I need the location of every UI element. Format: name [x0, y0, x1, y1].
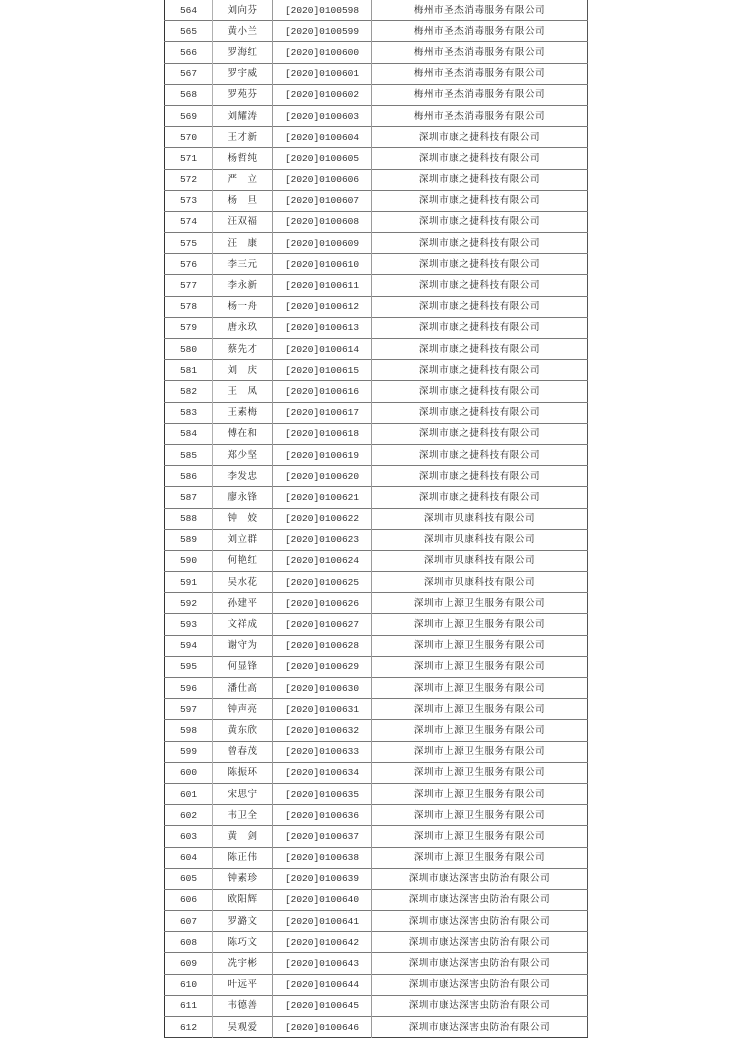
table-row: [165, 233, 588, 254]
row-number-cell: 579: [165, 317, 213, 338]
table-row: [165, 63, 588, 84]
person-name-cell: 黄小兰: [213, 21, 273, 42]
organization-name-cell: 深圳市康之捷科技有限公司: [372, 444, 588, 465]
person-name-cell: 韦卫全: [213, 805, 273, 826]
person-name-cell: 唐永玖: [213, 317, 273, 338]
person-name-cell: 黄 剑: [213, 826, 273, 847]
organization-name-cell: 深圳市康达深害虫防治有限公司: [372, 911, 588, 932]
table-row: [165, 911, 588, 932]
table-row: [165, 0, 588, 21]
row-number-cell: 595: [165, 656, 213, 677]
certificate-number-cell: [2020]0100632: [273, 720, 372, 741]
row-number-cell: 584: [165, 423, 213, 444]
person-name-cell: 刘耀涛: [213, 105, 273, 126]
person-name-cell: 李发忠: [213, 466, 273, 487]
row-number-cell: 607: [165, 911, 213, 932]
table-row: [165, 953, 588, 974]
organization-name-cell: 深圳市康之捷科技有限公司: [372, 381, 588, 402]
organization-name-cell: 梅州市圣杰消毒服务有限公司: [372, 84, 588, 105]
certificate-number-cell: [2020]0100628: [273, 635, 372, 656]
row-number-cell: 591: [165, 572, 213, 593]
table-row: [165, 423, 588, 444]
table-row: [165, 487, 588, 508]
table-row: [165, 381, 588, 402]
organization-name-cell: 深圳市上源卫生服务有限公司: [372, 593, 588, 614]
certificate-number-cell: [2020]0100633: [273, 741, 372, 762]
certificate-number-cell: [2020]0100602: [273, 84, 372, 105]
table-row: [165, 720, 588, 741]
organization-name-cell: 深圳市上源卫生服务有限公司: [372, 699, 588, 720]
person-name-cell: 王 凤: [213, 381, 273, 402]
organization-name-cell: 梅州市圣杰消毒服务有限公司: [372, 105, 588, 126]
person-name-cell: 罗苑芬: [213, 84, 273, 105]
certificate-number-cell: [2020]0100620: [273, 466, 372, 487]
organization-name-cell: 深圳市贝康科技有限公司: [372, 529, 588, 550]
certificate-number-cell: [2020]0100615: [273, 360, 372, 381]
person-name-cell: 傅在和: [213, 423, 273, 444]
person-name-cell: 钟素珍: [213, 868, 273, 889]
certificate-number-cell: [2020]0100635: [273, 783, 372, 804]
person-name-cell: 何显锋: [213, 656, 273, 677]
table-row: [165, 105, 588, 126]
row-number-cell: 609: [165, 953, 213, 974]
certificate-number-cell: [2020]0100605: [273, 148, 372, 169]
organization-name-cell: 深圳市康之捷科技有限公司: [372, 127, 588, 148]
person-name-cell: 杨一舟: [213, 296, 273, 317]
table-row: [165, 932, 588, 953]
organization-name-cell: 深圳市贝康科技有限公司: [372, 572, 588, 593]
organization-name-cell: 深圳市上源卫生服务有限公司: [372, 826, 588, 847]
person-name-cell: 宋思宁: [213, 783, 273, 804]
certificate-number-cell: [2020]0100625: [273, 572, 372, 593]
table-row: [165, 339, 588, 360]
row-number-cell: 567: [165, 63, 213, 84]
table-row: [165, 317, 588, 338]
row-number-cell: 599: [165, 741, 213, 762]
organization-name-cell: 深圳市康达深害虫防治有限公司: [372, 932, 588, 953]
row-number-cell: 610: [165, 974, 213, 995]
organization-name-cell: 深圳市康之捷科技有限公司: [372, 487, 588, 508]
organization-name-cell: 深圳市康之捷科技有限公司: [372, 423, 588, 444]
certificate-number-cell: [2020]0100618: [273, 423, 372, 444]
row-number-cell: 571: [165, 148, 213, 169]
organization-name-cell: 深圳市上源卫生服务有限公司: [372, 847, 588, 868]
certificate-number-cell: [2020]0100645: [273, 995, 372, 1016]
row-number-cell: 590: [165, 550, 213, 571]
table-row: [165, 42, 588, 63]
table-row: [165, 550, 588, 571]
row-number-cell: 580: [165, 339, 213, 360]
person-name-cell: 廖永锋: [213, 487, 273, 508]
certificate-number-cell: [2020]0100644: [273, 974, 372, 995]
person-name-cell: 吴观爱: [213, 1017, 273, 1038]
organization-name-cell: 深圳市康之捷科技有限公司: [372, 317, 588, 338]
row-number-cell: 603: [165, 826, 213, 847]
person-name-cell: 罗宇威: [213, 63, 273, 84]
row-number-cell: 564: [165, 0, 213, 21]
certificate-number-cell: [2020]0100646: [273, 1017, 372, 1038]
certificate-number-cell: [2020]0100598: [273, 0, 372, 21]
table-row: [165, 211, 588, 232]
table-row: [165, 741, 588, 762]
person-name-cell: 叶远平: [213, 974, 273, 995]
person-name-cell: 钟声亮: [213, 699, 273, 720]
organization-name-cell: 深圳市康达深害虫防治有限公司: [372, 889, 588, 910]
person-name-cell: 孙建平: [213, 593, 273, 614]
table-row: [165, 127, 588, 148]
organization-name-cell: 深圳市康之捷科技有限公司: [372, 296, 588, 317]
person-name-cell: 黄东欣: [213, 720, 273, 741]
certificate-number-cell: [2020]0100638: [273, 847, 372, 868]
table-row: [165, 635, 588, 656]
certificate-number-cell: [2020]0100603: [273, 105, 372, 126]
certificate-number-cell: [2020]0100617: [273, 402, 372, 423]
certificate-number-cell: [2020]0100639: [273, 868, 372, 889]
table-row: [165, 275, 588, 296]
table-row: [165, 656, 588, 677]
certificate-number-cell: [2020]0100631: [273, 699, 372, 720]
person-name-cell: 陈振环: [213, 762, 273, 783]
person-name-cell: 严 立: [213, 169, 273, 190]
certificate-number-cell: [2020]0100608: [273, 211, 372, 232]
person-name-cell: 刘 庆: [213, 360, 273, 381]
organization-name-cell: 深圳市上源卫生服务有限公司: [372, 656, 588, 677]
certificate-number-cell: [2020]0100616: [273, 381, 372, 402]
row-number-cell: 578: [165, 296, 213, 317]
table-row: [165, 572, 588, 593]
table-row: [165, 974, 588, 995]
person-name-cell: 汪 康: [213, 233, 273, 254]
organization-name-cell: 深圳市贝康科技有限公司: [372, 508, 588, 529]
table-row: [165, 169, 588, 190]
row-number-cell: 577: [165, 275, 213, 296]
roster-table-body: [165, 0, 588, 1038]
certificate-number-cell: [2020]0100640: [273, 889, 372, 910]
person-name-cell: 王才新: [213, 127, 273, 148]
organization-name-cell: 深圳市康之捷科技有限公司: [372, 275, 588, 296]
row-number-cell: 608: [165, 932, 213, 953]
table-row: [165, 762, 588, 783]
table-row: [165, 360, 588, 381]
table-row: [165, 529, 588, 550]
certificate-number-cell: [2020]0100604: [273, 127, 372, 148]
organization-name-cell: 深圳市康之捷科技有限公司: [372, 169, 588, 190]
table-row: [165, 826, 588, 847]
person-name-cell: 欧阳辉: [213, 889, 273, 910]
table-row: [165, 84, 588, 105]
organization-name-cell: 梅州市圣杰消毒服务有限公司: [372, 63, 588, 84]
table-row: [165, 190, 588, 211]
table-row: [165, 699, 588, 720]
certificate-number-cell: [2020]0100619: [273, 444, 372, 465]
row-number-cell: 565: [165, 21, 213, 42]
row-number-cell: 568: [165, 84, 213, 105]
person-name-cell: 刘向芬: [213, 0, 273, 21]
organization-name-cell: 深圳市康达深害虫防治有限公司: [372, 974, 588, 995]
certificate-number-cell: [2020]0100613: [273, 317, 372, 338]
person-name-cell: 冼宇彬: [213, 953, 273, 974]
row-number-cell: 585: [165, 444, 213, 465]
organization-name-cell: 深圳市康达深害虫防治有限公司: [372, 1017, 588, 1038]
table-row: [165, 444, 588, 465]
organization-name-cell: 深圳市康达深害虫防治有限公司: [372, 995, 588, 1016]
organization-name-cell: 深圳市上源卫生服务有限公司: [372, 783, 588, 804]
person-name-cell: 文祥成: [213, 614, 273, 635]
table-row: [165, 995, 588, 1016]
table-row: [165, 593, 588, 614]
organization-name-cell: 深圳市康之捷科技有限公司: [372, 339, 588, 360]
table-row: [165, 296, 588, 317]
person-name-cell: 罗海红: [213, 42, 273, 63]
organization-name-cell: 深圳市贝康科技有限公司: [372, 550, 588, 571]
person-name-cell: 汪双福: [213, 211, 273, 232]
person-name-cell: 刘立群: [213, 529, 273, 550]
row-number-cell: 593: [165, 614, 213, 635]
certificate-number-cell: [2020]0100630: [273, 678, 372, 699]
certificate-number-cell: [2020]0100611: [273, 275, 372, 296]
row-number-cell: 586: [165, 466, 213, 487]
row-number-cell: 611: [165, 995, 213, 1016]
person-name-cell: 杨哲纯: [213, 148, 273, 169]
person-name-cell: 陈正伟: [213, 847, 273, 868]
organization-name-cell: 深圳市康之捷科技有限公司: [372, 254, 588, 275]
person-name-cell: 陈巧文: [213, 932, 273, 953]
certificate-number-cell: [2020]0100626: [273, 593, 372, 614]
person-name-cell: 王素梅: [213, 402, 273, 423]
table-row: [165, 847, 588, 868]
person-name-cell: 蔡先才: [213, 339, 273, 360]
row-number-cell: 612: [165, 1017, 213, 1038]
organization-name-cell: 深圳市上源卫生服务有限公司: [372, 678, 588, 699]
row-number-cell: 572: [165, 169, 213, 190]
certificate-number-cell: [2020]0100636: [273, 805, 372, 826]
organization-name-cell: 梅州市圣杰消毒服务有限公司: [372, 21, 588, 42]
certificate-number-cell: [2020]0100622: [273, 508, 372, 529]
person-name-cell: 李三元: [213, 254, 273, 275]
certificate-number-cell: [2020]0100637: [273, 826, 372, 847]
person-name-cell: 曾春茂: [213, 741, 273, 762]
certificate-number-cell: [2020]0100606: [273, 169, 372, 190]
row-number-cell: 600: [165, 762, 213, 783]
person-name-cell: 韦德善: [213, 995, 273, 1016]
person-name-cell: 何艳红: [213, 550, 273, 571]
person-name-cell: 郑少坚: [213, 444, 273, 465]
organization-name-cell: 深圳市康之捷科技有限公司: [372, 211, 588, 232]
certificate-number-cell: [2020]0100623: [273, 529, 372, 550]
organization-name-cell: 深圳市上源卫生服务有限公司: [372, 720, 588, 741]
row-number-cell: 596: [165, 678, 213, 699]
person-name-cell: 钟 姣: [213, 508, 273, 529]
table-row: [165, 805, 588, 826]
table-row: [165, 889, 588, 910]
row-number-cell: 582: [165, 381, 213, 402]
row-number-cell: 606: [165, 889, 213, 910]
organization-name-cell: 深圳市上源卫生服务有限公司: [372, 635, 588, 656]
organization-name-cell: 深圳市康之捷科技有限公司: [372, 466, 588, 487]
table-row: [165, 678, 588, 699]
row-number-cell: 573: [165, 190, 213, 211]
row-number-cell: 566: [165, 42, 213, 63]
certificate-number-cell: [2020]0100614: [273, 339, 372, 360]
row-number-cell: 574: [165, 211, 213, 232]
organization-name-cell: 深圳市上源卫生服务有限公司: [372, 805, 588, 826]
row-number-cell: 597: [165, 699, 213, 720]
certificate-number-cell: [2020]0100600: [273, 42, 372, 63]
table-row: [165, 148, 588, 169]
organization-name-cell: 深圳市上源卫生服务有限公司: [372, 762, 588, 783]
table-row: [165, 868, 588, 889]
organization-name-cell: 梅州市圣杰消毒服务有限公司: [372, 0, 588, 21]
table-row: [165, 614, 588, 635]
table-row: [165, 508, 588, 529]
table-row: [165, 1017, 588, 1038]
organization-name-cell: 深圳市康达深害虫防治有限公司: [372, 953, 588, 974]
person-name-cell: 罗潞文: [213, 911, 273, 932]
organization-name-cell: 深圳市康达深害虫防治有限公司: [372, 868, 588, 889]
person-name-cell: 谢守为: [213, 635, 273, 656]
organization-name-cell: 深圳市上源卫生服务有限公司: [372, 614, 588, 635]
table-row: [165, 21, 588, 42]
row-number-cell: 601: [165, 783, 213, 804]
row-number-cell: 605: [165, 868, 213, 889]
table-row: [165, 466, 588, 487]
person-name-cell: 杨 旦: [213, 190, 273, 211]
certificate-number-cell: [2020]0100629: [273, 656, 372, 677]
row-number-cell: 575: [165, 233, 213, 254]
row-number-cell: 598: [165, 720, 213, 741]
row-number-cell: 570: [165, 127, 213, 148]
person-name-cell: 吴水花: [213, 572, 273, 593]
certificate-number-cell: [2020]0100621: [273, 487, 372, 508]
table-row: [165, 402, 588, 423]
certificate-number-cell: [2020]0100641: [273, 911, 372, 932]
row-number-cell: 581: [165, 360, 213, 381]
certificate-number-cell: [2020]0100609: [273, 233, 372, 254]
organization-name-cell: 深圳市康之捷科技有限公司: [372, 402, 588, 423]
organization-name-cell: 深圳市康之捷科技有限公司: [372, 360, 588, 381]
certificate-number-cell: [2020]0100601: [273, 63, 372, 84]
row-number-cell: 602: [165, 805, 213, 826]
certificate-number-cell: [2020]0100634: [273, 762, 372, 783]
row-number-cell: 594: [165, 635, 213, 656]
certificate-number-cell: [2020]0100627: [273, 614, 372, 635]
row-number-cell: 589: [165, 529, 213, 550]
organization-name-cell: 深圳市康之捷科技有限公司: [372, 233, 588, 254]
person-name-cell: 李永新: [213, 275, 273, 296]
table-row: [165, 783, 588, 804]
certificate-roster-table: [164, 0, 588, 1038]
person-name-cell: 潘仕高: [213, 678, 273, 699]
certificate-number-cell: [2020]0100643: [273, 953, 372, 974]
certificate-number-cell: [2020]0100612: [273, 296, 372, 317]
row-number-cell: 576: [165, 254, 213, 275]
row-number-cell: 587: [165, 487, 213, 508]
certificate-number-cell: [2020]0100642: [273, 932, 372, 953]
row-number-cell: 604: [165, 847, 213, 868]
table-row: [165, 254, 588, 275]
row-number-cell: 588: [165, 508, 213, 529]
organization-name-cell: 梅州市圣杰消毒服务有限公司: [372, 42, 588, 63]
organization-name-cell: 深圳市康之捷科技有限公司: [372, 190, 588, 211]
certificate-number-cell: [2020]0100624: [273, 550, 372, 571]
row-number-cell: 583: [165, 402, 213, 423]
certificate-number-cell: [2020]0100610: [273, 254, 372, 275]
organization-name-cell: 深圳市上源卫生服务有限公司: [372, 741, 588, 762]
certificate-number-cell: [2020]0100607: [273, 190, 372, 211]
row-number-cell: 592: [165, 593, 213, 614]
certificate-number-cell: [2020]0100599: [273, 21, 372, 42]
row-number-cell: 569: [165, 105, 213, 126]
organization-name-cell: 深圳市康之捷科技有限公司: [372, 148, 588, 169]
